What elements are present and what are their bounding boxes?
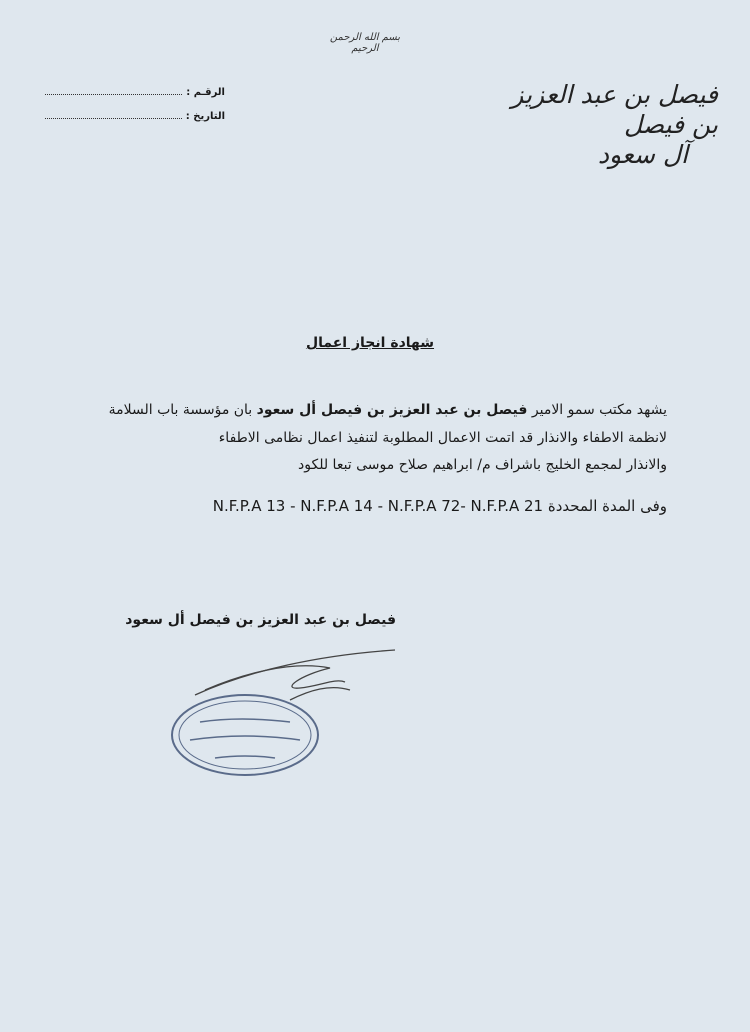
body-line-2: لانظمة الاطفاء والانذار قد اتمت الاعمال المطلوبة لتنفيذ اعمال نظامى الاطفاء	[218, 430, 667, 446]
duration-text: وفى المدة المحددة	[547, 497, 667, 515]
handwritten-signature	[195, 650, 395, 700]
number-label: الرقـم :	[186, 87, 225, 98]
body-line-3: والانذار لمجمع الخليج باشراف م/ ابراهيم صلاح موسى تبعا للكود	[298, 457, 667, 473]
letterhead-line1: فيصل بن عبد العزيز بن فيصل	[511, 80, 718, 139]
official-stamp	[172, 695, 318, 775]
letterhead-line2: آل سعود	[597, 140, 688, 169]
nfpa-codes: N.F.P.A 13 - N.F.P.A 14 - N.F.P.A 72- N.F.P.A 21	[212, 497, 544, 515]
body-text: يشهد مكتب سمو الامير	[527, 402, 667, 418]
signatory-name: فيصل بن عبد العزيز بن فيصل أل سعود	[125, 612, 396, 628]
document-title: شهادة انجاز اعمال	[305, 335, 435, 351]
date-label: التاريخ :	[185, 111, 225, 122]
basmala: بسم الله الرحمن الرحيم	[329, 32, 401, 54]
body-text: بان مؤسسة باب السلامة	[108, 402, 257, 418]
prince-name: فيصل بن عبد العزيز بن فيصل أل سعود	[256, 402, 528, 418]
